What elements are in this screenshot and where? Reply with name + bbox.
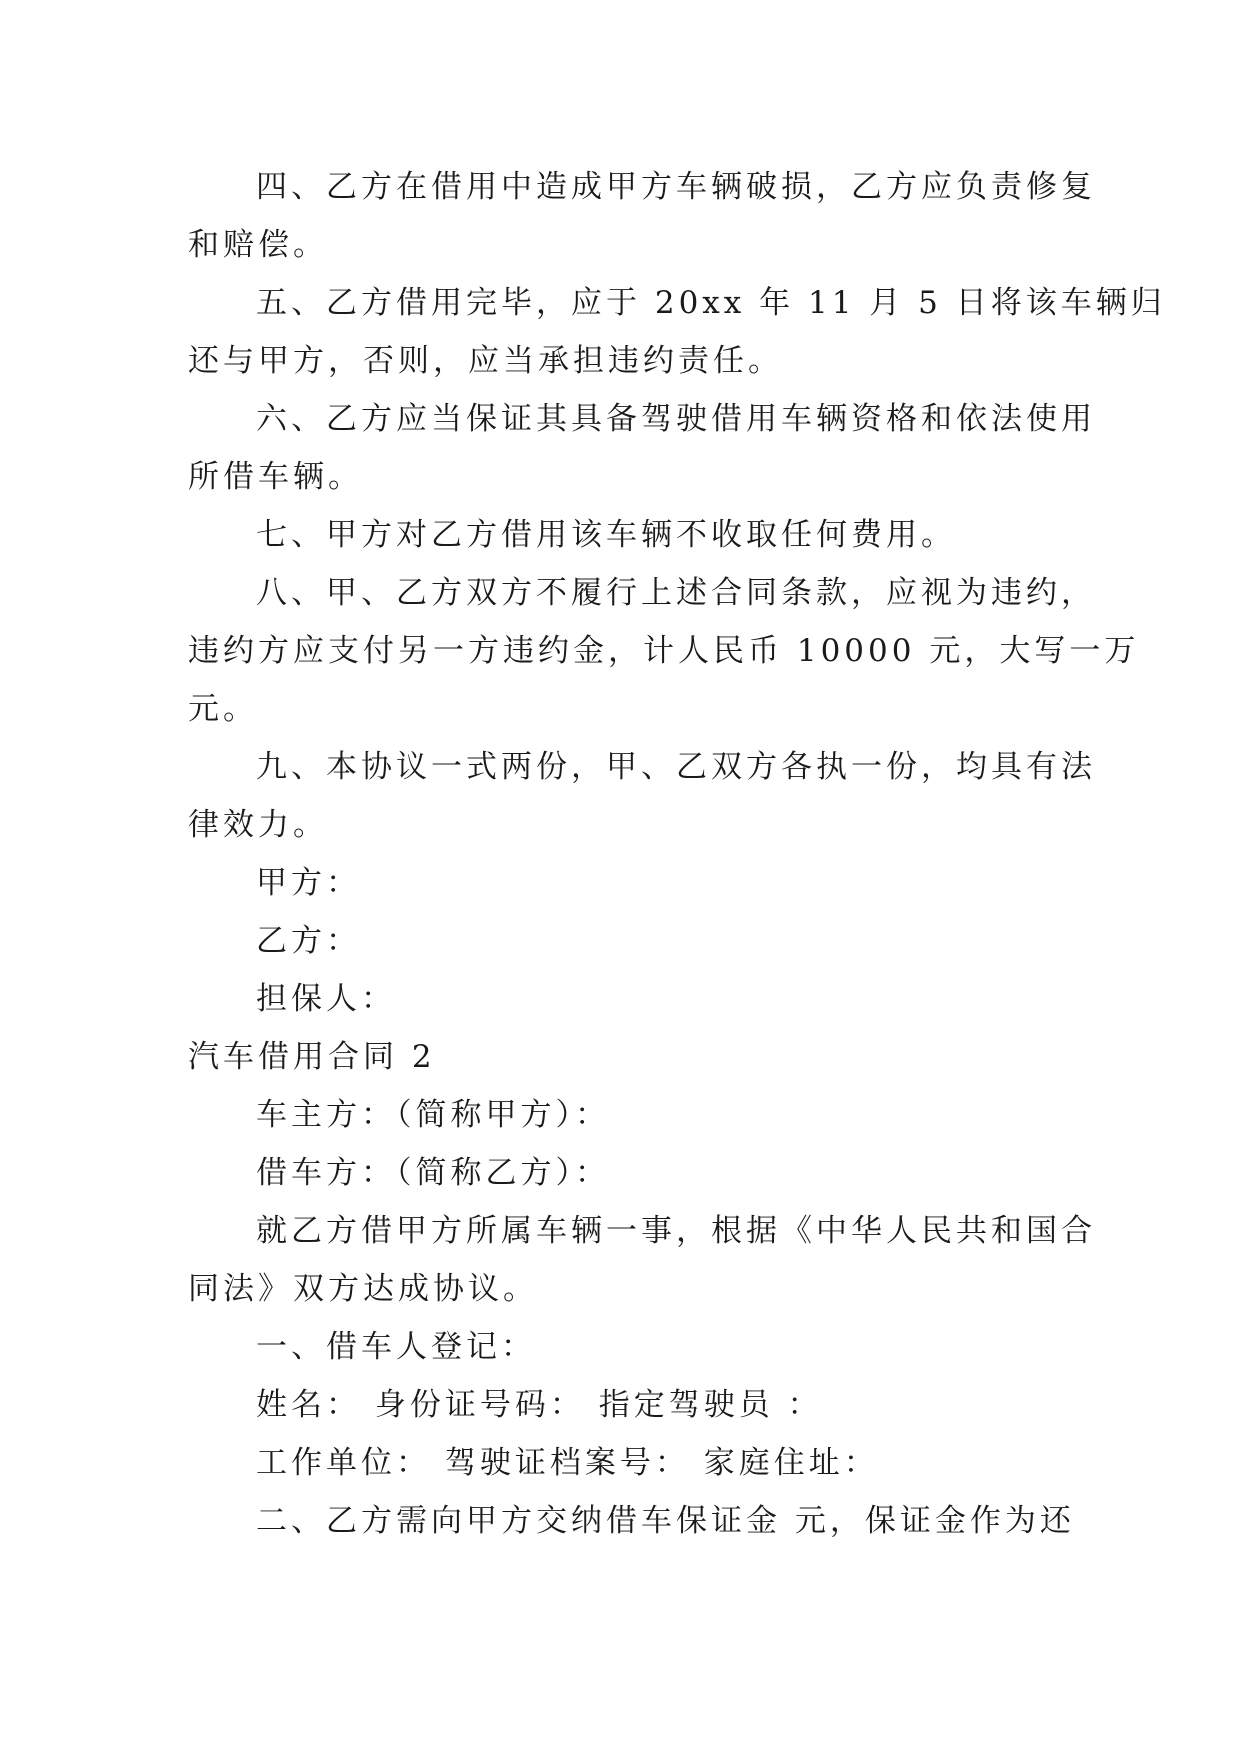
paragraph-line: 九、本协议一式两份，甲、乙双方各执一份，均具有法 xyxy=(256,749,1096,785)
signature-party-a: 甲方： xyxy=(256,865,361,901)
paragraph-line: 还与甲方，否则，应当承担违约责任。 xyxy=(188,343,783,379)
paragraph-line: 所借车辆。 xyxy=(188,459,363,495)
signature-guarantor: 担保人： xyxy=(256,981,396,1017)
paragraph-line: 五、乙方借用完毕，应于 20xx 年 11 月 5 日将该车辆归 xyxy=(256,285,1166,321)
registration-fields-line: 姓名： 身份证号码： 指定驾驶员 ： xyxy=(256,1387,823,1423)
paragraph-line: 就乙方借甲方所属车辆一事，根据《中华人民共和国合 xyxy=(256,1213,1096,1249)
paragraph-line: 二、乙方需向甲方交纳借车保证金 元，保证金作为还 xyxy=(256,1503,1075,1539)
section-title: 汽车借用合同 2 xyxy=(188,1039,436,1075)
paragraph-line: 元。 xyxy=(188,691,258,727)
paragraph-line: 七、甲方对乙方借用该车辆不收取任何费用。 xyxy=(256,517,956,553)
signature-party-b: 乙方： xyxy=(256,923,361,959)
paragraph-line: 律效力。 xyxy=(188,807,328,843)
registration-fields-line: 工作单位： 驾驶证档案号： 家庭住址： xyxy=(256,1445,879,1481)
borrower-party-line: 借车方：（简称乙方）： xyxy=(256,1155,610,1191)
paragraph-line: 违约方应支付另一方违约金，计人民币 10000 元，大写一万 xyxy=(188,633,1140,669)
paragraph-line: 一、借车人登记： xyxy=(256,1329,536,1365)
paragraph-line: 和赔偿。 xyxy=(188,227,328,263)
document-body xyxy=(188,158,1166,1550)
paragraph-line: 同法》双方达成协议。 xyxy=(188,1271,538,1307)
owner-party-line: 车主方：（简称甲方）： xyxy=(256,1097,610,1133)
paragraph-line: 八、甲、乙方双方不履行上述合同条款，应视为违约， xyxy=(256,575,1096,611)
paragraph-line: 四、乙方在借用中造成甲方车辆破损，乙方应负责修复 xyxy=(256,169,1096,205)
paragraph-line: 六、乙方应当保证其具备驾驶借用车辆资格和依法使用 xyxy=(256,401,1096,437)
